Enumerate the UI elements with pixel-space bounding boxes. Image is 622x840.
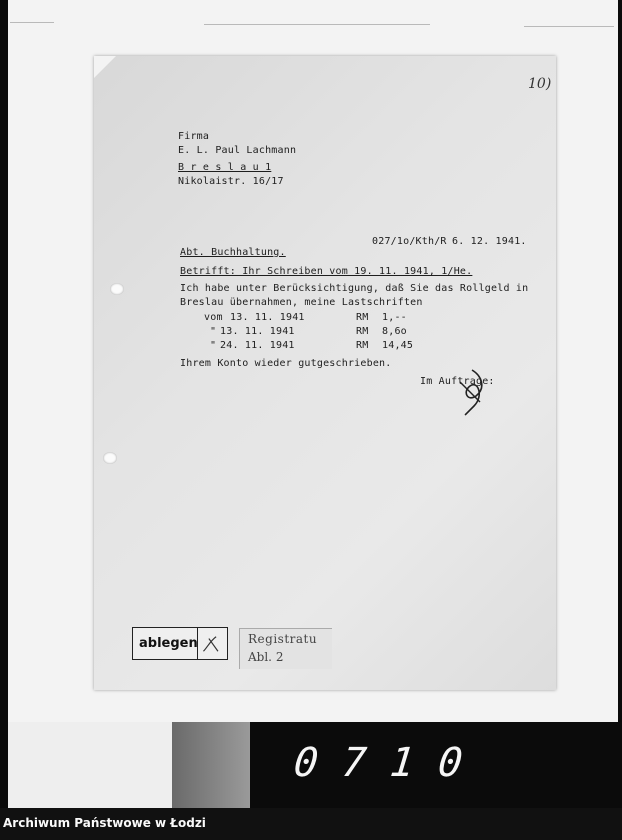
film-scratch-line — [204, 24, 430, 25]
entry-prefix: " — [210, 340, 217, 351]
entry-amount: 1,-- — [382, 312, 407, 323]
entry-date: 13. 11. 1941 — [220, 326, 295, 337]
abl-label: Abl. 2 — [248, 650, 284, 664]
recipient-city: B r e s l a u 1 — [178, 162, 272, 173]
film-lower-edge — [8, 722, 172, 808]
document-date: 6. 12. 1941. — [452, 236, 527, 247]
body-line: Ich habe unter Berücksichtigung, daß Sie das Rollgeld in — [180, 283, 529, 294]
archive-footer — [0, 808, 622, 840]
department-line: Abt. Buchhaltung. — [180, 247, 286, 258]
entry-prefix: " — [210, 326, 217, 337]
frame-counter-panel — [250, 722, 622, 808]
counter-shadow — [172, 722, 250, 808]
closing-line: Ihrem Konto wieder gutgeschrieben. — [180, 358, 392, 369]
recipient-line2: E. L. Paul Lachmann — [178, 145, 297, 156]
entry-amount: 14,45 — [382, 340, 414, 351]
subject-line: Betrifft: Ihr Schreiben vom 19. 11. 1941, 1/He. — [180, 266, 473, 277]
signature-scribble — [452, 366, 492, 420]
recipient-line1: Firma — [178, 131, 210, 142]
body-line: Breslau übernahmen, meine Lastschriften — [180, 297, 423, 308]
archive-name: Archiwum Państwowe w Łodzi — [3, 816, 206, 830]
reference-code: 027/1o/Kth/R — [372, 236, 447, 247]
registratur-label: Registratu — [248, 632, 318, 646]
check-mark-icon — [198, 630, 227, 658]
entry-prefix: vom — [204, 312, 223, 323]
punch-hole — [103, 452, 117, 464]
ablegen-label: ablegen — [133, 628, 198, 659]
folded-corner — [94, 56, 116, 78]
film-scratch-line — [524, 26, 614, 27]
film-scratch-line — [10, 22, 54, 23]
entry-date: 24. 11. 1941 — [220, 340, 295, 351]
recipient-street: Nikolaistr. 16/17 — [178, 176, 284, 187]
page-number: 10) — [528, 76, 552, 92]
punch-hole — [110, 283, 124, 295]
signature-label: Im Auftrage: — [420, 376, 495, 387]
entry-currency: RM — [356, 326, 369, 337]
entry-currency: RM — [356, 312, 369, 323]
ablegen-stamp — [132, 627, 228, 660]
film-frame — [8, 0, 618, 722]
registratur-stamp — [239, 628, 332, 669]
entry-amount: 8,6o — [382, 326, 407, 337]
entry-currency: RM — [356, 340, 369, 351]
frame-counter: 0710 — [291, 740, 489, 786]
entry-date: 13. 11. 1941 — [230, 312, 305, 323]
